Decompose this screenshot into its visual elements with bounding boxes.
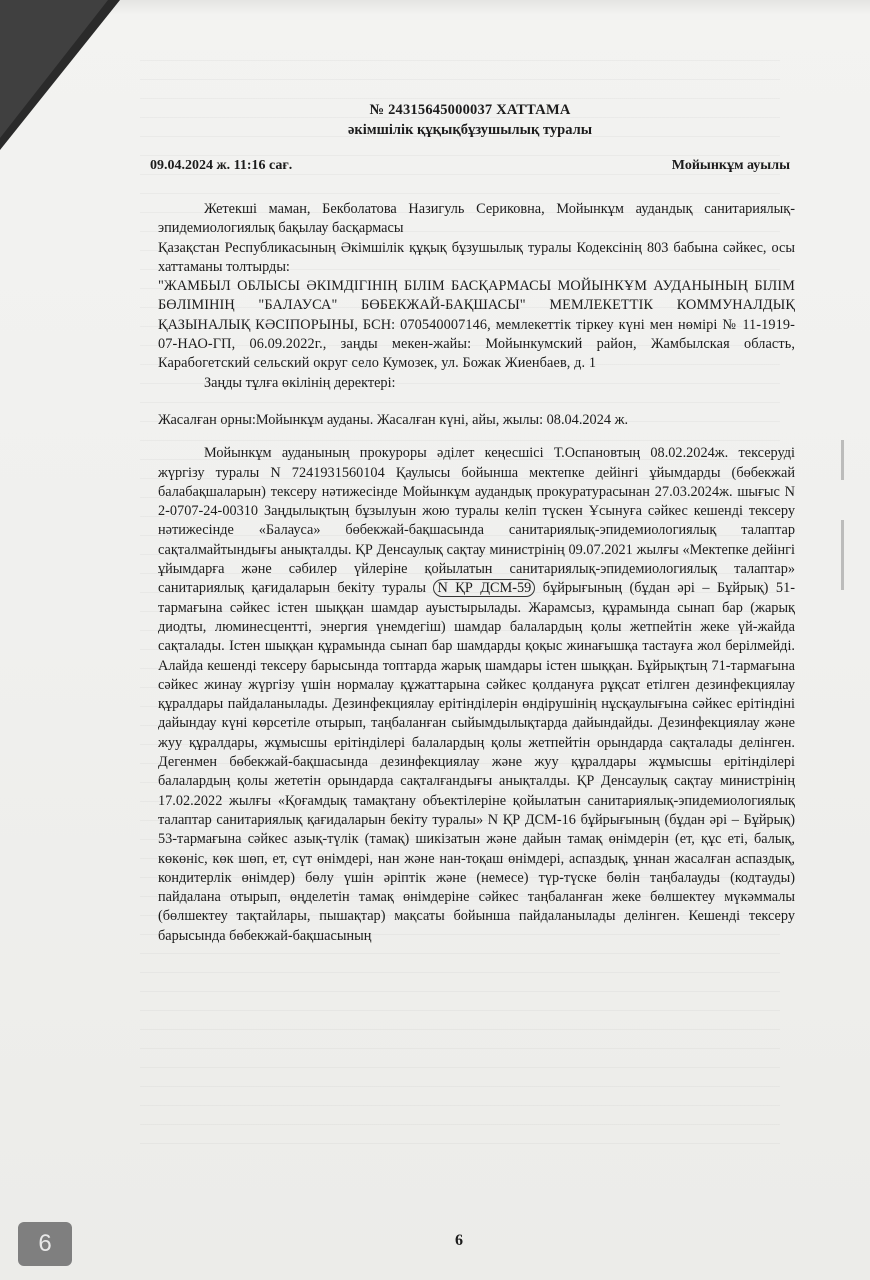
place-date-paragraph: Жасалған орны:Мойынкұм ауданы. Жасалған күні, айы, жылы: 08.04.2024 ж. (158, 411, 629, 428)
title-block (150, 100, 790, 140)
main-findings-part-1: Мойынкұм ауданының прокуроры әділет кеңесшісі Т.Оспановтың 08.02.2024ж. тексеруді жүргізу туралы N 7241931560104 Қаулысы бойынша мектепке дейінгі ұйымдарды (бөбекжай балабақшаларын) тексеру нәтижесінде Мойынкұм аудандық прокуратурасынан 27.03.2024ж. шығыс N 2-0707-24-00310 Заңдылықтың бұзылуын жою туралы келіп түскен Ұсынуға сәйкес кешенді тексеру нәтижесінде «Балауса» бөбекжай-бақшасында санитариялық-эпидемиологиялық талаптар сақталмайтындығы анықталды. ҚР Денсаулық сақтау министрінің 09.07.2021 жылғы «Мектепке дейінгі ұйымдарға және сәбилер үйлеріне қойылатын санитариялық-эпидемиологиялық талаптар» санитариялық қағидаларын бекіту туралы (158, 445, 795, 597)
paper-top-edge (110, 0, 870, 14)
spacer (158, 430, 795, 444)
representative-label: Заңды тұлға өкілінің деректері: (204, 374, 396, 391)
page-indicator-badge[interactable]: 6 (18, 1222, 72, 1266)
page-number: 6 (455, 1232, 463, 1249)
protocol-datetime: 09.04.2024 ж. 11:16 сағ. (150, 158, 293, 173)
inspector-paragraph: Жетекші маман, Бекболатова Назигуль Сериковна, Мойынкұм аудандық санитариялық-эпидемиологиялық бақылау басқармасы (158, 201, 795, 237)
organization-paragraph: "ЖАМБЫЛ ОБЛЫСЫ ӘКІМДІГІНІҢ БІЛІМ БАСҚАРМАСЫ МОЙЫНКҰМ АУДАНЫНЫҢ БІЛІМ БӨЛІМІНІҢ "БАЛАУСА" БӨБЕКЖАЙ-БАҚШАСЫ" МЕМЛЕКЕТТІК КОММУНАЛДЫҚ ҚАЗЫНАЛЫҚ КӘСІПОРЫНЫ, БСН: 070540007146, мемлекеттік тіркеу күні мен нөмірі № 11-1919-07-НАО-ГП, 06.09.2022г., заңды мекен-жайы: Мойынкумский район, Жамбылская область, Карабогетский сельский округ село Кумозек, ул. Божак Жиенбаев, д. 1 (158, 278, 795, 372)
margin-mark (841, 440, 844, 480)
protocol-number: № 24315645000037 ХАТТАМА (369, 102, 571, 118)
date-place-line (150, 158, 790, 182)
spacer (158, 393, 795, 411)
protocol-body (158, 200, 795, 946)
circled-order-number: N ҚР ДСМ-59 (433, 579, 535, 597)
margin-mark (841, 520, 844, 590)
protocol-subject: әкімшілік құқықбұзушылық туралы (347, 122, 593, 138)
folded-corner-shade (0, 0, 108, 138)
main-findings-paragraph (158, 444, 795, 946)
protocol-place: Мойынкұм ауылы (671, 158, 790, 173)
main-findings-part-2: бұйрығының (бұдан әрі – Бұйрық) 51-тармағына сәйкес істен шыққан шамдар ауыстырылады. Жарамсыз, құрамында сынап бар (жарық диодты, люминесцентті, энергия үнемдегіш) шамдар балалардың қолы жетпейтін жеке үй-жайда сақталады. Істен шыққан құрамында сынап бар шамдарды қоқыс жинағышқа тастауға жол берілмейді. Алайда кешенді тексеру барысында топтарда жарық шамдары істен шыққан. Бұйрықтың 71-тармағына сәйкес жинау жүргізу үшін нормалау құжаттарына сәйкес қолдануға рұқсат етілген дезинфекциялау құралдары пайдаланылады. Дезинфекциялау ерітінділерін өндірушінің нұсқаулығына сәйкес ерітіндіні дайындау күні көрсетіле отырып, таңбаланған сыйымдылықтарда дайындайды. Дезинфекциялау және жуу құралдары, жұмысшы ерітінділері балалардың қолы жетпейтін орындарда сақталады делінген. Дегенмен бөбекжай-бақшасында дезинфекциялау және жуу құралдары жұмысшы ерітінділері балалардың қолы жететін орындарда сақталғандығы анықталды. ҚР Денсаулық сақтау министрінің 17.02.2022 жылғы «Қоғамдық тамақтану объектілеріне қойылатын санитариялық-эпидемиологиялық талаптар санитариялық қағидаларын бекіту туралы» N ҚР ДСМ-16 бұйрығының (бұдан әрі – Бұйрық) 53-тармағына сәйкес азық-түлік (тамақ) шикізатын және дайын тамақ өнімдерін (ет, құс еті, балық, көкөніс, көк шөп, ет, сүт өнімдері, нан және нан-тоқаш өнімдері, аспаздық, ұннан жасалған аспаздық, кондитерлік өнімдер) бөлу үшін әріптік және (немесе) түр-түске бөлін таңбалауды (кодтауды) пайдалана отырып, өңделетін тамақ өнімдеріне сәйкес таңбаланған жеке бөлшектеу мүкәммалы (бөлшектеу тақтайлары, пышақтар) мақсаты бойынша пайдаланылады делінген. Кешенді тексеру барысында бөбекжай-бақшасының (158, 580, 795, 944)
legal-basis-paragraph: Қазақстан Республикасының Әкімшілік құқық бұзушылық туралы Кодексінің 803 бабына сәйкес, осы хаттаманы толтырды: (158, 239, 795, 275)
